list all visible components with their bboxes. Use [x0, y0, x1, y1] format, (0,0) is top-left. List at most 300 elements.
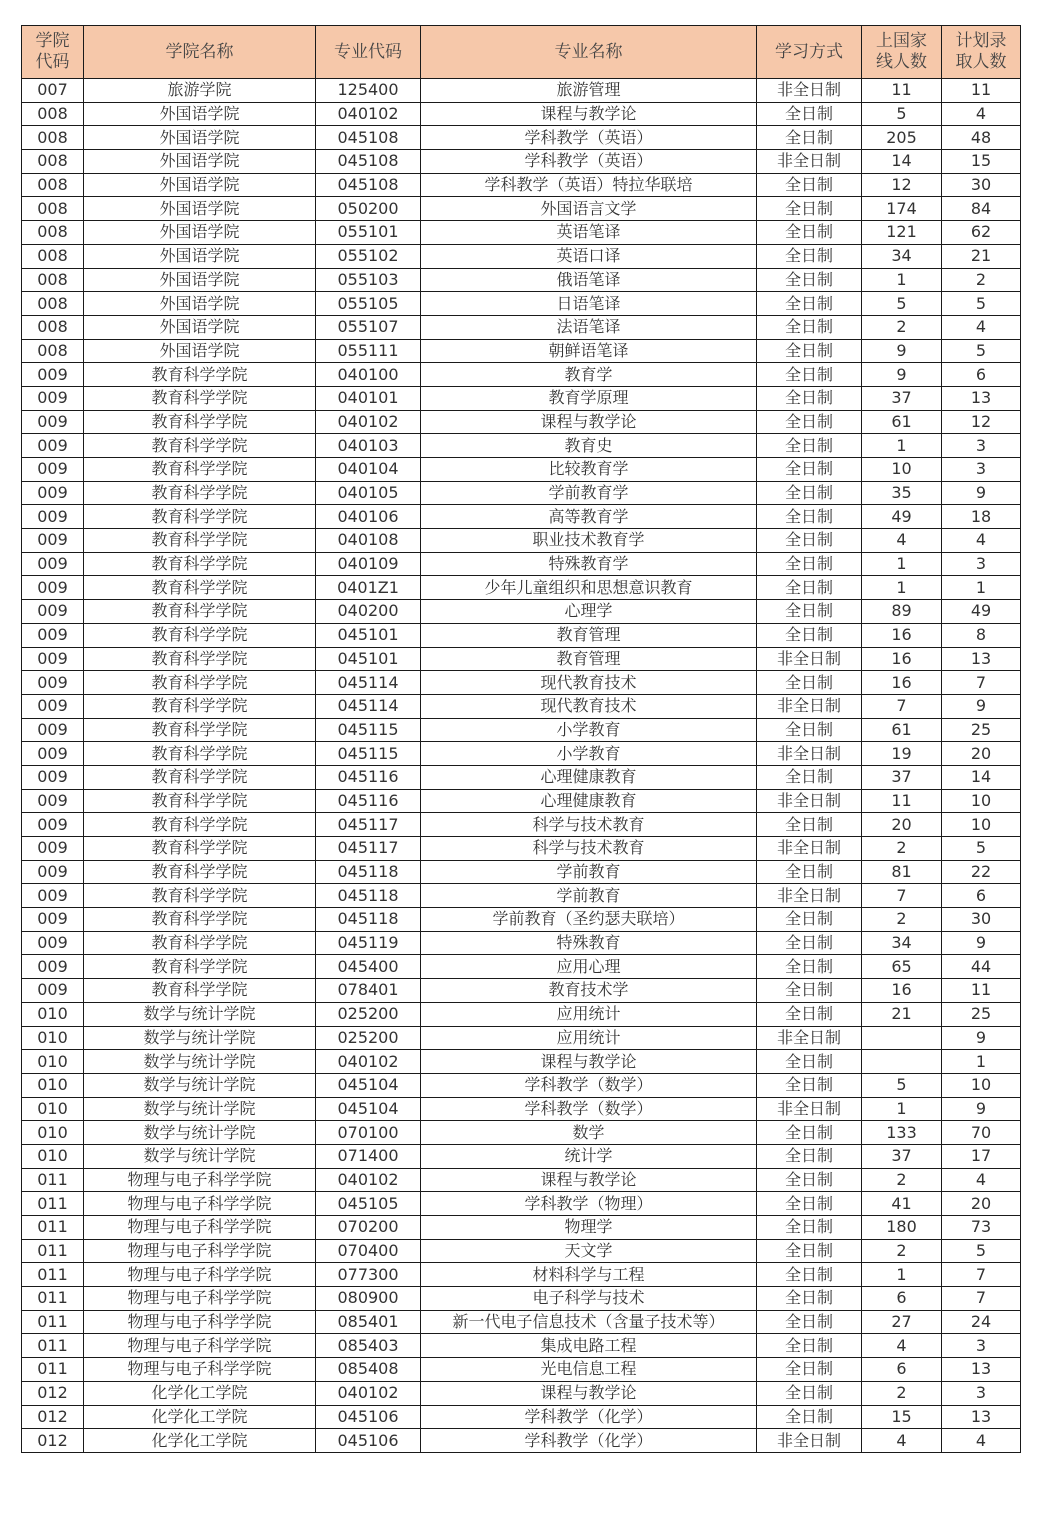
cell-major-name: 教育管理 [421, 647, 757, 671]
cell-college-code: 009 [22, 979, 84, 1003]
cell-major-code: 070400 [316, 1239, 421, 1263]
cell-college-name: 外国语学院 [84, 315, 316, 339]
cell-college-code: 010 [22, 1097, 84, 1121]
cell-study-mode: 全日制 [757, 860, 862, 884]
cell-national-line-count: 11 [862, 79, 942, 103]
cell-major-name: 小学教育 [421, 742, 757, 766]
cell-national-line-count: 6 [862, 1358, 942, 1382]
table-row [22, 623, 1021, 647]
cell-planned-admission: 20 [942, 742, 1021, 766]
cell-study-mode: 全日制 [757, 671, 862, 695]
cell-national-line-count: 7 [862, 694, 942, 718]
cell-planned-admission: 10 [942, 1073, 1021, 1097]
cell-college-code: 007 [22, 79, 84, 103]
header-line: 计划录 [955, 31, 1007, 51]
cell-study-mode: 全日制 [757, 529, 862, 553]
cell-major-name: 天文学 [421, 1239, 757, 1263]
cell-planned-admission: 73 [942, 1216, 1021, 1240]
cell-major-name: 学前教育 [421, 884, 757, 908]
cell-national-line-count: 7 [862, 884, 942, 908]
cell-study-mode: 全日制 [757, 244, 862, 268]
table-row [22, 576, 1021, 600]
cell-national-line-count: 16 [862, 979, 942, 1003]
cell-planned-admission: 13 [942, 647, 1021, 671]
cell-college-name: 教育科学学院 [84, 552, 316, 576]
cell-college-code: 009 [22, 434, 84, 458]
cell-major-name: 光电信息工程 [421, 1358, 757, 1382]
header-line: 上国家 [876, 31, 927, 51]
header-national-line-count [862, 26, 942, 79]
cell-major-name: 现代教育技术 [421, 671, 757, 695]
cell-major-name: 课程与教学论 [421, 1381, 757, 1405]
cell-planned-admission: 49 [942, 600, 1021, 624]
cell-national-line-count: 34 [862, 931, 942, 955]
cell-national-line-count: 27 [862, 1310, 942, 1334]
cell-planned-admission: 5 [942, 1239, 1021, 1263]
cell-college-name: 教育科学学院 [84, 908, 316, 932]
cell-planned-admission: 12 [942, 410, 1021, 434]
cell-major-name: 高等教育学 [421, 505, 757, 529]
cell-major-name: 学科教学（英语） [421, 126, 757, 150]
cell-planned-admission: 9 [942, 481, 1021, 505]
cell-major-code: 040104 [316, 458, 421, 482]
cell-study-mode: 全日制 [757, 363, 862, 387]
cell-major-code: 040101 [316, 386, 421, 410]
cell-national-line-count: 61 [862, 718, 942, 742]
cell-national-line-count: 121 [862, 221, 942, 245]
cell-national-line-count: 2 [862, 1239, 942, 1263]
cell-planned-admission: 11 [942, 979, 1021, 1003]
cell-college-name: 外国语学院 [84, 150, 316, 174]
cell-planned-admission: 62 [942, 221, 1021, 245]
cell-college-name: 教育科学学院 [84, 979, 316, 1003]
cell-college-code: 010 [22, 1144, 84, 1168]
cell-major-name: 现代教育技术 [421, 694, 757, 718]
table-row [22, 458, 1021, 482]
cell-major-code: 045114 [316, 671, 421, 695]
cell-national-line-count: 6 [862, 1287, 942, 1311]
cell-national-line-count: 1 [862, 1263, 942, 1287]
cell-major-code: 078401 [316, 979, 421, 1003]
cell-major-code: 045118 [316, 860, 421, 884]
cell-study-mode: 全日制 [757, 1358, 862, 1382]
table-row [22, 931, 1021, 955]
cell-college-code: 009 [22, 671, 84, 695]
cell-major-name: 教育管理 [421, 623, 757, 647]
cell-college-name: 教育科学学院 [84, 671, 316, 695]
table-row [22, 1429, 1021, 1453]
cell-national-line-count: 16 [862, 623, 942, 647]
cell-study-mode: 全日制 [757, 576, 862, 600]
cell-college-name: 数学与统计学院 [84, 1144, 316, 1168]
table-row [22, 742, 1021, 766]
cell-study-mode: 全日制 [757, 1121, 862, 1145]
table-row [22, 268, 1021, 292]
table-row [22, 505, 1021, 529]
cell-national-line-count: 21 [862, 1002, 942, 1026]
cell-college-name: 外国语学院 [84, 197, 316, 221]
cell-college-code: 008 [22, 150, 84, 174]
cell-study-mode: 全日制 [757, 600, 862, 624]
cell-study-mode: 全日制 [757, 718, 862, 742]
cell-major-code: 077300 [316, 1263, 421, 1287]
cell-national-line-count [862, 1050, 942, 1074]
cell-study-mode: 全日制 [757, 1334, 862, 1358]
cell-major-name: 科学与技术教育 [421, 837, 757, 861]
cell-study-mode: 全日制 [757, 1239, 862, 1263]
table-header [22, 26, 1021, 79]
cell-college-code: 012 [22, 1405, 84, 1429]
cell-major-code: 040102 [316, 410, 421, 434]
cell-college-name: 物理与电子科学学院 [84, 1287, 316, 1311]
cell-major-name: 电子科学与技术 [421, 1287, 757, 1311]
cell-college-name: 外国语学院 [84, 268, 316, 292]
cell-college-code: 009 [22, 529, 84, 553]
cell-major-name: 数学 [421, 1121, 757, 1145]
cell-college-name: 教育科学学院 [84, 458, 316, 482]
cell-college-code: 009 [22, 410, 84, 434]
cell-study-mode: 非全日制 [757, 1026, 862, 1050]
cell-college-code: 011 [22, 1168, 84, 1192]
cell-planned-admission: 44 [942, 955, 1021, 979]
cell-college-name: 化学化工学院 [84, 1405, 316, 1429]
cell-planned-admission: 3 [942, 1334, 1021, 1358]
cell-major-name: 统计学 [421, 1144, 757, 1168]
cell-planned-admission: 4 [942, 529, 1021, 553]
cell-major-name: 特殊教育 [421, 931, 757, 955]
cell-planned-admission: 30 [942, 908, 1021, 932]
header-line: 取人数 [955, 52, 1007, 72]
cell-national-line-count: 174 [862, 197, 942, 221]
cell-study-mode: 全日制 [757, 1381, 862, 1405]
cell-college-code: 008 [22, 339, 84, 363]
cell-major-name: 旅游管理 [421, 79, 757, 103]
cell-national-line-count: 1 [862, 552, 942, 576]
cell-planned-admission: 25 [942, 1002, 1021, 1026]
cell-major-name: 朝鲜语笔译 [421, 339, 757, 363]
cell-college-name: 教育科学学院 [84, 860, 316, 884]
cell-college-code: 009 [22, 765, 84, 789]
cell-college-code: 009 [22, 386, 84, 410]
table-row [22, 1239, 1021, 1263]
cell-study-mode: 非全日制 [757, 150, 862, 174]
table-row [22, 410, 1021, 434]
cell-major-name: 学科教学（化学） [421, 1429, 757, 1453]
cell-major-name: 新一代电子信息技术（含量子技术等） [421, 1310, 757, 1334]
cell-national-line-count: 5 [862, 1073, 942, 1097]
cell-study-mode: 非全日制 [757, 694, 862, 718]
cell-major-code: 125400 [316, 79, 421, 103]
table-row [22, 860, 1021, 884]
table-row [22, 150, 1021, 174]
cell-college-code: 010 [22, 1050, 84, 1074]
cell-national-line-count: 34 [862, 244, 942, 268]
cell-study-mode: 全日制 [757, 931, 862, 955]
cell-national-line-count [862, 1026, 942, 1050]
cell-national-line-count: 20 [862, 813, 942, 837]
table-row [22, 292, 1021, 316]
cell-major-code: 085408 [316, 1358, 421, 1382]
cell-college-code: 009 [22, 552, 84, 576]
cell-major-name: 少年儿童组织和思想意识教育 [421, 576, 757, 600]
cell-study-mode: 非全日制 [757, 789, 862, 813]
cell-study-mode: 全日制 [757, 765, 862, 789]
cell-college-code: 011 [22, 1216, 84, 1240]
table-row [22, 1121, 1021, 1145]
table-row [22, 1026, 1021, 1050]
cell-major-code: 085401 [316, 1310, 421, 1334]
cell-college-name: 物理与电子科学学院 [84, 1358, 316, 1382]
cell-study-mode: 全日制 [757, 1168, 862, 1192]
cell-major-code: 045116 [316, 789, 421, 813]
cell-college-code: 010 [22, 1002, 84, 1026]
cell-major-name: 学前教育学 [421, 481, 757, 505]
table-row [22, 1216, 1021, 1240]
cell-study-mode: 全日制 [757, 292, 862, 316]
cell-major-code: 045106 [316, 1405, 421, 1429]
cell-major-name: 学科教学（英语）特拉华联培 [421, 173, 757, 197]
table-row [22, 837, 1021, 861]
cell-national-line-count: 5 [862, 102, 942, 126]
cell-national-line-count: 1 [862, 268, 942, 292]
cell-major-code: 055103 [316, 268, 421, 292]
cell-major-code: 025200 [316, 1002, 421, 1026]
table-row [22, 1381, 1021, 1405]
cell-major-code: 045117 [316, 813, 421, 837]
cell-major-code: 040103 [316, 434, 421, 458]
cell-planned-admission: 24 [942, 1310, 1021, 1334]
cell-college-code: 008 [22, 292, 84, 316]
table-row [22, 552, 1021, 576]
cell-college-name: 外国语学院 [84, 173, 316, 197]
cell-planned-admission: 5 [942, 339, 1021, 363]
cell-study-mode: 非全日制 [757, 742, 862, 766]
cell-planned-admission: 7 [942, 1263, 1021, 1287]
cell-college-name: 数学与统计学院 [84, 1026, 316, 1050]
cell-college-name: 物理与电子科学学院 [84, 1310, 316, 1334]
table-row [22, 244, 1021, 268]
header-line: 学院 [35, 31, 70, 51]
cell-study-mode: 全日制 [757, 458, 862, 482]
table-row [22, 197, 1021, 221]
admissions-table [21, 25, 1021, 1453]
cell-national-line-count: 9 [862, 363, 942, 387]
cell-major-code: 045116 [316, 765, 421, 789]
cell-planned-admission: 13 [942, 1405, 1021, 1429]
cell-study-mode: 全日制 [757, 339, 862, 363]
table-row [22, 765, 1021, 789]
cell-college-name: 教育科学学院 [84, 529, 316, 553]
cell-study-mode: 非全日制 [757, 1429, 862, 1453]
cell-college-name: 教育科学学院 [84, 386, 316, 410]
cell-major-code: 055111 [316, 339, 421, 363]
cell-college-code: 009 [22, 694, 84, 718]
cell-study-mode: 全日制 [757, 221, 862, 245]
cell-college-name: 旅游学院 [84, 79, 316, 103]
cell-national-line-count: 89 [862, 600, 942, 624]
cell-college-name: 数学与统计学院 [84, 1097, 316, 1121]
cell-national-line-count: 4 [862, 1429, 942, 1453]
cell-major-name: 职业技术教育学 [421, 529, 757, 553]
cell-major-code: 0401Z1 [316, 576, 421, 600]
cell-college-name: 教育科学学院 [84, 694, 316, 718]
cell-college-name: 教育科学学院 [84, 837, 316, 861]
cell-college-name: 教育科学学院 [84, 576, 316, 600]
cell-study-mode: 全日制 [757, 1263, 862, 1287]
cell-major-code: 040200 [316, 600, 421, 624]
cell-college-code: 012 [22, 1381, 84, 1405]
cell-major-code: 040102 [316, 1381, 421, 1405]
cell-national-line-count: 5 [862, 292, 942, 316]
cell-major-name: 学科教学（英语） [421, 150, 757, 174]
cell-college-name: 教育科学学院 [84, 623, 316, 647]
cell-study-mode: 全日制 [757, 955, 862, 979]
cell-planned-admission: 7 [942, 1287, 1021, 1311]
cell-college-code: 008 [22, 221, 84, 245]
table-row [22, 1073, 1021, 1097]
cell-planned-admission: 9 [942, 931, 1021, 955]
cell-college-code: 008 [22, 126, 84, 150]
table-row [22, 1405, 1021, 1429]
table-row [22, 979, 1021, 1003]
cell-major-name: 心理健康教育 [421, 789, 757, 813]
cell-college-name: 外国语学院 [84, 221, 316, 245]
cell-study-mode: 全日制 [757, 481, 862, 505]
cell-major-code: 085403 [316, 1334, 421, 1358]
cell-college-name: 数学与统计学院 [84, 1121, 316, 1145]
cell-major-code: 045108 [316, 126, 421, 150]
cell-planned-admission: 3 [942, 1381, 1021, 1405]
cell-national-line-count: 37 [862, 1144, 942, 1168]
cell-planned-admission: 20 [942, 1192, 1021, 1216]
cell-college-name: 教育科学学院 [84, 718, 316, 742]
cell-college-name: 物理与电子科学学院 [84, 1239, 316, 1263]
cell-major-name: 应用统计 [421, 1026, 757, 1050]
cell-college-name: 外国语学院 [84, 102, 316, 126]
cell-college-code: 008 [22, 197, 84, 221]
cell-college-name: 物理与电子科学学院 [84, 1168, 316, 1192]
cell-major-code: 070200 [316, 1216, 421, 1240]
cell-planned-admission: 15 [942, 150, 1021, 174]
cell-study-mode: 全日制 [757, 505, 862, 529]
cell-planned-admission: 11 [942, 79, 1021, 103]
cell-major-name: 课程与教学论 [421, 410, 757, 434]
cell-planned-admission: 10 [942, 813, 1021, 837]
cell-college-code: 009 [22, 576, 84, 600]
cell-college-code: 009 [22, 860, 84, 884]
cell-national-line-count: 41 [862, 1192, 942, 1216]
cell-college-name: 外国语学院 [84, 339, 316, 363]
cell-major-code: 045400 [316, 955, 421, 979]
table-row [22, 1192, 1021, 1216]
cell-study-mode: 全日制 [757, 1216, 862, 1240]
cell-major-name: 应用心理 [421, 955, 757, 979]
cell-national-line-count: 4 [862, 1334, 942, 1358]
cell-major-code: 040109 [316, 552, 421, 576]
cell-college-name: 教育科学学院 [84, 505, 316, 529]
table-row [22, 529, 1021, 553]
cell-major-code: 055101 [316, 221, 421, 245]
cell-college-code: 009 [22, 837, 84, 861]
cell-planned-admission: 4 [942, 1429, 1021, 1453]
cell-major-name: 教育学原理 [421, 386, 757, 410]
cell-college-name: 物理与电子科学学院 [84, 1216, 316, 1240]
cell-college-name: 物理与电子科学学院 [84, 1192, 316, 1216]
cell-national-line-count: 205 [862, 126, 942, 150]
cell-college-code: 011 [22, 1239, 84, 1263]
cell-planned-admission: 10 [942, 789, 1021, 813]
cell-major-code: 040102 [316, 1050, 421, 1074]
header-planned-admission [942, 26, 1021, 79]
cell-college-code: 009 [22, 458, 84, 482]
cell-study-mode: 全日制 [757, 1144, 862, 1168]
cell-national-line-count: 2 [862, 1381, 942, 1405]
cell-major-name: 材料科学与工程 [421, 1263, 757, 1287]
cell-study-mode: 全日制 [757, 1192, 862, 1216]
cell-major-code: 040102 [316, 1168, 421, 1192]
cell-college-code: 009 [22, 789, 84, 813]
table-row [22, 1334, 1021, 1358]
cell-major-code: 055105 [316, 292, 421, 316]
cell-college-code: 009 [22, 813, 84, 837]
cell-major-code: 045117 [316, 837, 421, 861]
cell-major-code: 045104 [316, 1097, 421, 1121]
cell-study-mode: 全日制 [757, 173, 862, 197]
table-row [22, 1002, 1021, 1026]
table-row [22, 813, 1021, 837]
cell-major-name: 教育史 [421, 434, 757, 458]
cell-college-code: 009 [22, 505, 84, 529]
table-row [22, 79, 1021, 103]
cell-college-name: 外国语学院 [84, 244, 316, 268]
cell-study-mode: 全日制 [757, 1310, 862, 1334]
cell-study-mode: 非全日制 [757, 837, 862, 861]
cell-planned-admission: 4 [942, 315, 1021, 339]
cell-national-line-count: 2 [862, 837, 942, 861]
cell-national-line-count: 81 [862, 860, 942, 884]
cell-national-line-count: 2 [862, 1168, 942, 1192]
cell-college-name: 外国语学院 [84, 292, 316, 316]
cell-college-code: 010 [22, 1073, 84, 1097]
table-row [22, 718, 1021, 742]
cell-major-code: 025200 [316, 1026, 421, 1050]
cell-college-code: 008 [22, 315, 84, 339]
cell-major-code: 045101 [316, 623, 421, 647]
cell-national-line-count: 15 [862, 1405, 942, 1429]
cell-study-mode: 全日制 [757, 552, 862, 576]
cell-national-line-count: 180 [862, 1216, 942, 1240]
cell-college-code: 011 [22, 1287, 84, 1311]
cell-planned-admission: 6 [942, 884, 1021, 908]
cell-college-name: 教育科学学院 [84, 600, 316, 624]
table-row [22, 1263, 1021, 1287]
cell-college-name: 物理与电子科学学院 [84, 1263, 316, 1287]
cell-college-code: 009 [22, 955, 84, 979]
cell-national-line-count: 37 [862, 765, 942, 789]
table-row [22, 339, 1021, 363]
cell-college-code: 009 [22, 884, 84, 908]
cell-planned-admission: 7 [942, 671, 1021, 695]
cell-college-code: 009 [22, 908, 84, 932]
cell-college-name: 教育科学学院 [84, 789, 316, 813]
cell-planned-admission: 18 [942, 505, 1021, 529]
cell-major-name: 法语笔译 [421, 315, 757, 339]
cell-study-mode: 全日制 [757, 126, 862, 150]
cell-national-line-count: 37 [862, 386, 942, 410]
cell-planned-admission: 9 [942, 1097, 1021, 1121]
cell-study-mode: 全日制 [757, 1405, 862, 1429]
header-study-mode: 学习方式 [757, 26, 862, 79]
